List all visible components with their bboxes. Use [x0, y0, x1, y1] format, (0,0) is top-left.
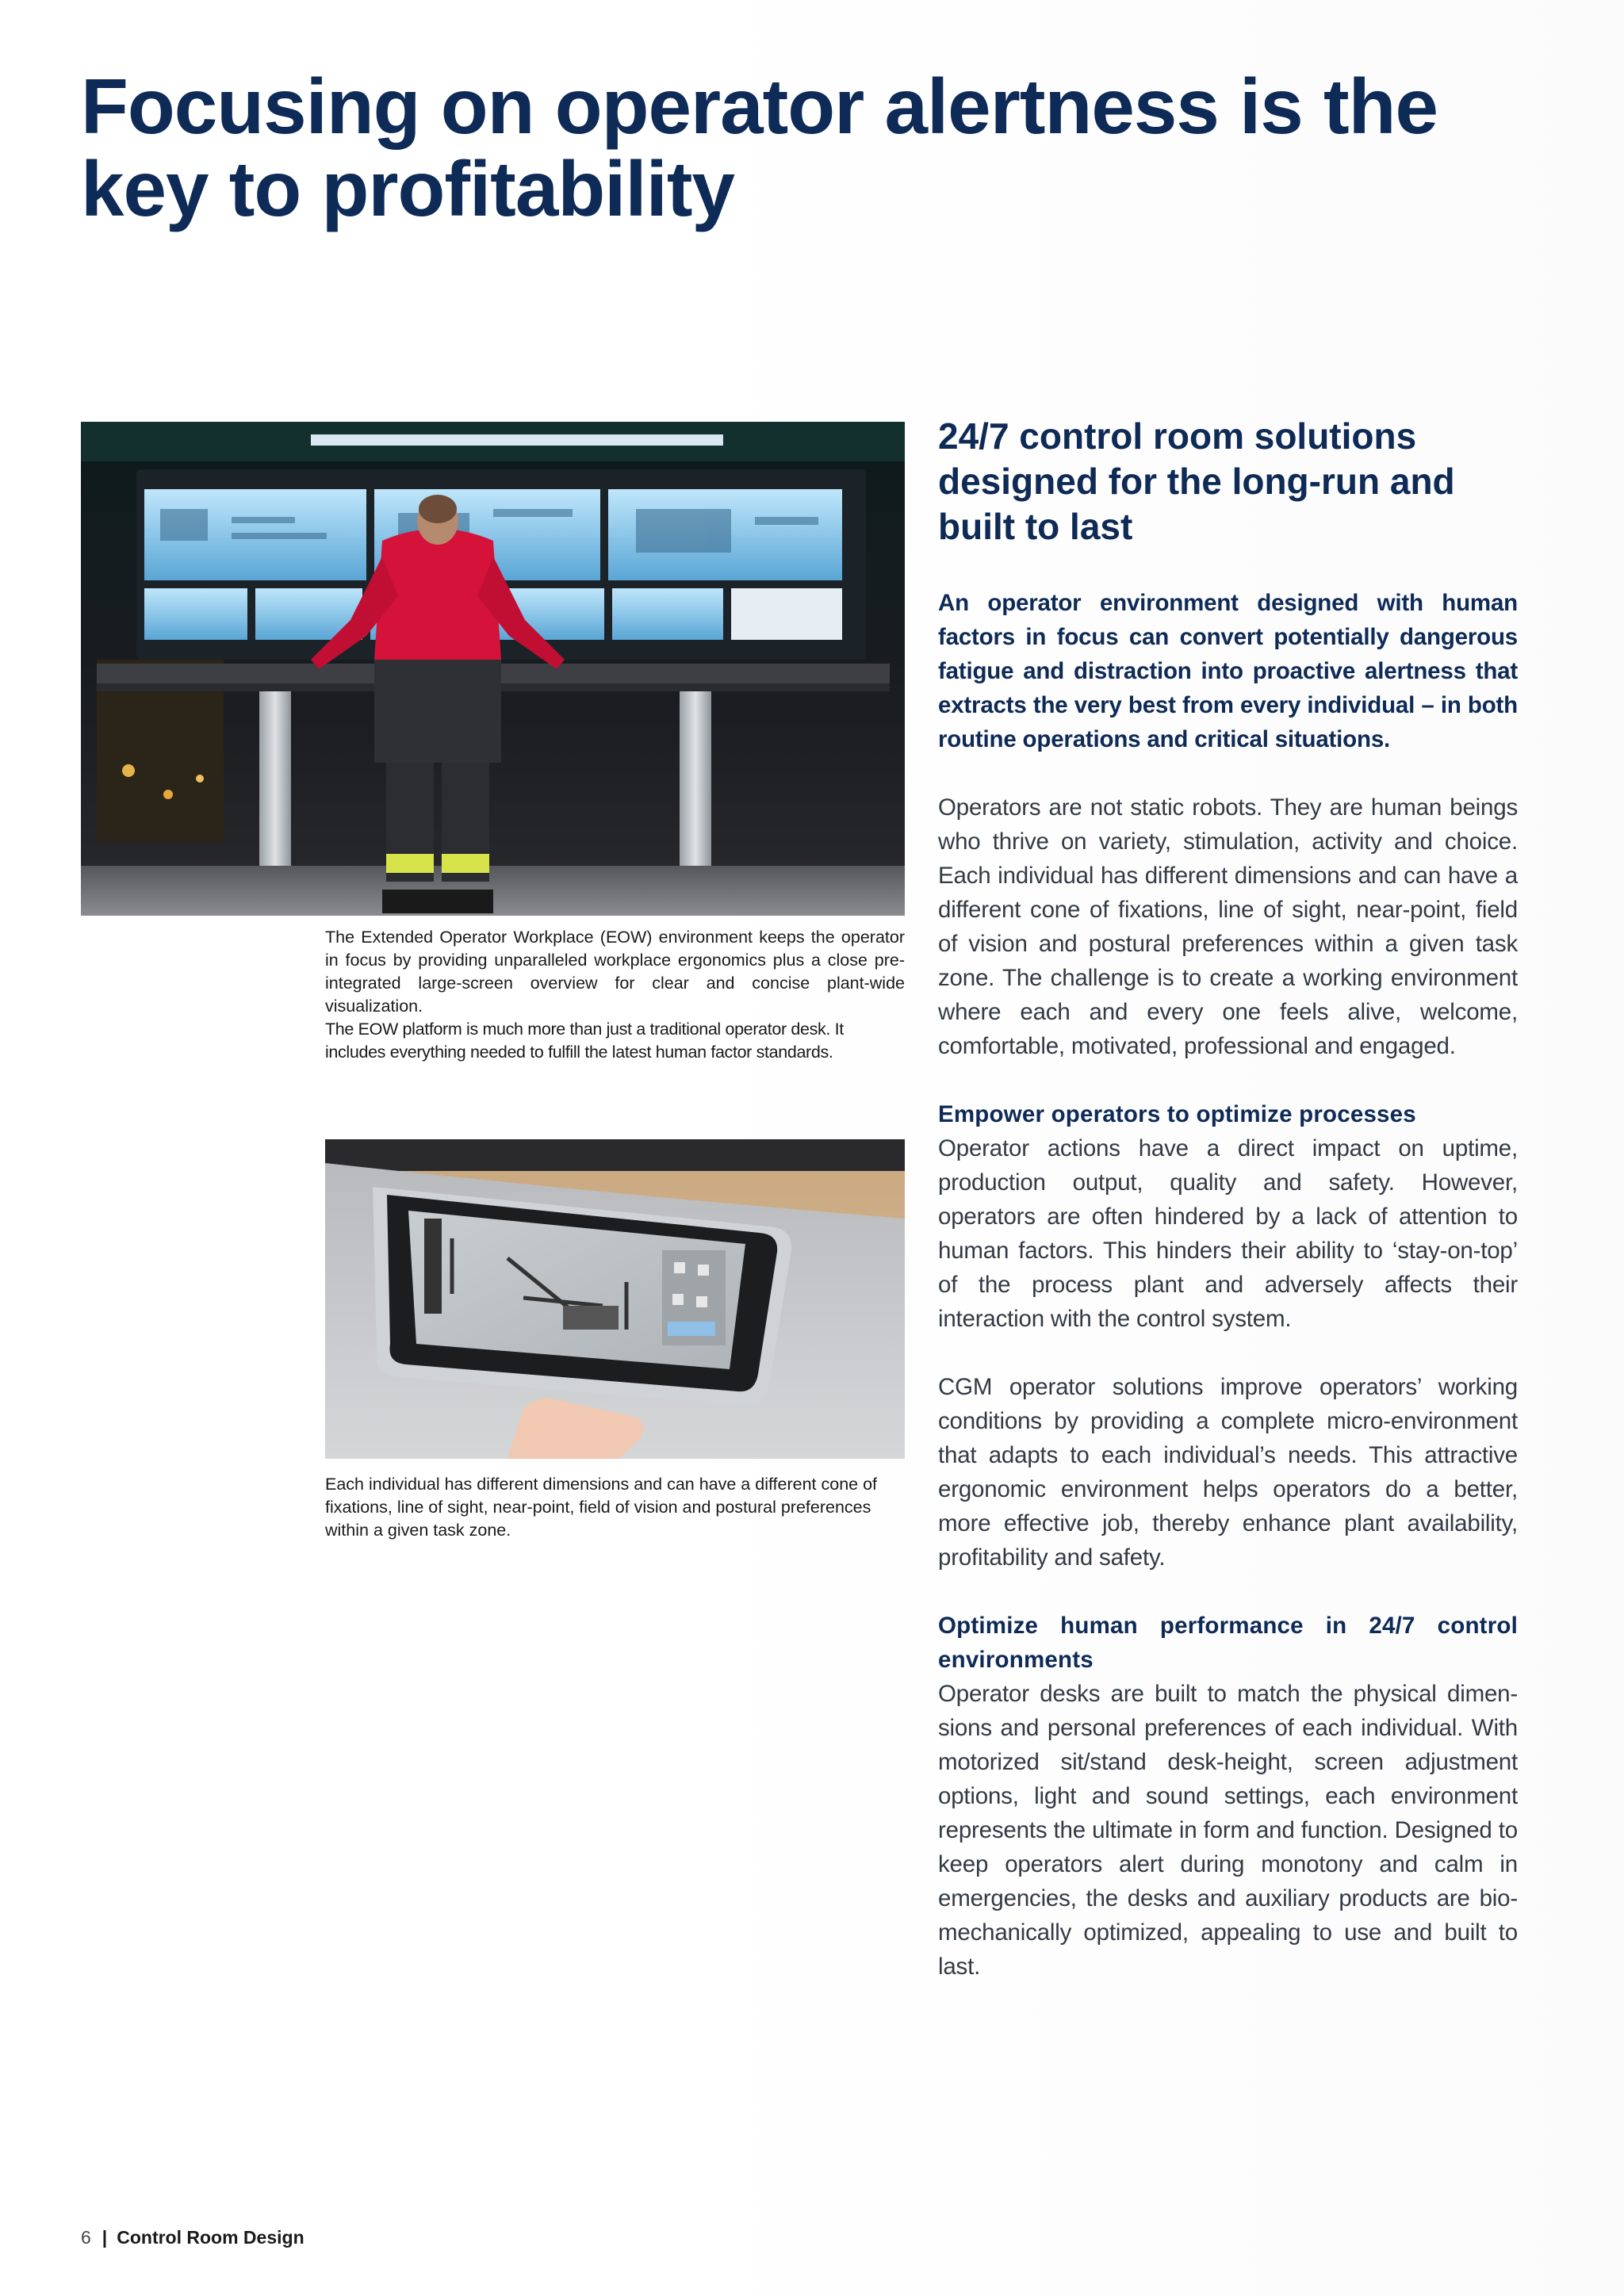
cgm-paragraph: CGM operator solutions improve operators’ working conditions by providing a complete micro-environment that adapts to each individual’s needs. This attractive ergonomic environment helps operators do a better, more effective job, thereby enhance plant availability, profitability and safety. [938, 1374, 1518, 1571]
control-room-photo-caption [325, 926, 905, 1064]
control-room-photo [81, 422, 905, 916]
footer-separator: | [102, 2227, 108, 2248]
caption-paragraph: Each individual has different dimensions and can have a different cone of fixations, line of sight, near-point, field of vision and postural preferences within a given task zone. [325, 1475, 878, 1540]
page-footer [81, 2226, 304, 2248]
touch-panel-photo-caption [325, 1473, 905, 1542]
page-number: 6 [81, 2227, 91, 2248]
intro-paragraph: Operators are not static robots. They are human beings who thrive on variety, stimulation, activity and choice. Each individual has different dimensions and can have a different cone of fixations, line of sight, near-point, field of vision and postural preferences within a given task zone. The challenge is to create a working environment where each and every one feels alive, welcome, comfortable, motivated, professional and engaged. [938, 794, 1518, 1059]
caption-paragraph: The Extended Operator Workplace (EOW) environment keeps the operator in focus by providing unparalleled workplace ergonomics plus a close pre-integrated large-screen overview for clear and concise plant-wide visualization. [325, 928, 905, 1016]
footer-title: Control Room Design [117, 2227, 304, 2248]
caption-paragraph: The EOW platform is much more than just a traditional operator desk. It includes everything needed to fulfill the latest human factor standards. [325, 1020, 844, 1062]
empower-paragraph: Operator actions have a direct impact on uptime, production output, quality and safety. However, operators are often hindered by a lack of attention to human factors. This hinders their ability to ‘stay-on-top’ of the process plant and adversely affects their interaction with the control system. [938, 1135, 1518, 1332]
touch-panel-photo [325, 1139, 905, 1459]
lead-paragraph: An operator environment designed with human factors in focus can convert potentially dangerous fatigue and distraction into proactive alertness that extracts the very best from every individual – in both routine operations and critical situations. [938, 590, 1518, 752]
section-title: 24/7 control room solutions designed for the long-run and built to last [938, 415, 1455, 547]
article-column [938, 414, 1518, 2018]
empower-heading: Empower operators to optimize processes [938, 1101, 1416, 1127]
optimize-paragraph: Operator desks are built to match the physical dimen-sions and personal preferences of each individual. With motorized sit/stand desk-height, screen adjustment options, light and sound settings, each environment represents the ultimate in form and function. Designed to keep operators alert during monotony and calm in emergencies, the desks and auxiliary products are bio-mechanically optimized, appealing to use and built to last. [938, 1681, 1518, 1980]
optimize-heading: Optimize human performance in 24/7 control environments [938, 1613, 1518, 1673]
page-title: Focusing on operator alertness is the key to profitability [81, 63, 1438, 232]
